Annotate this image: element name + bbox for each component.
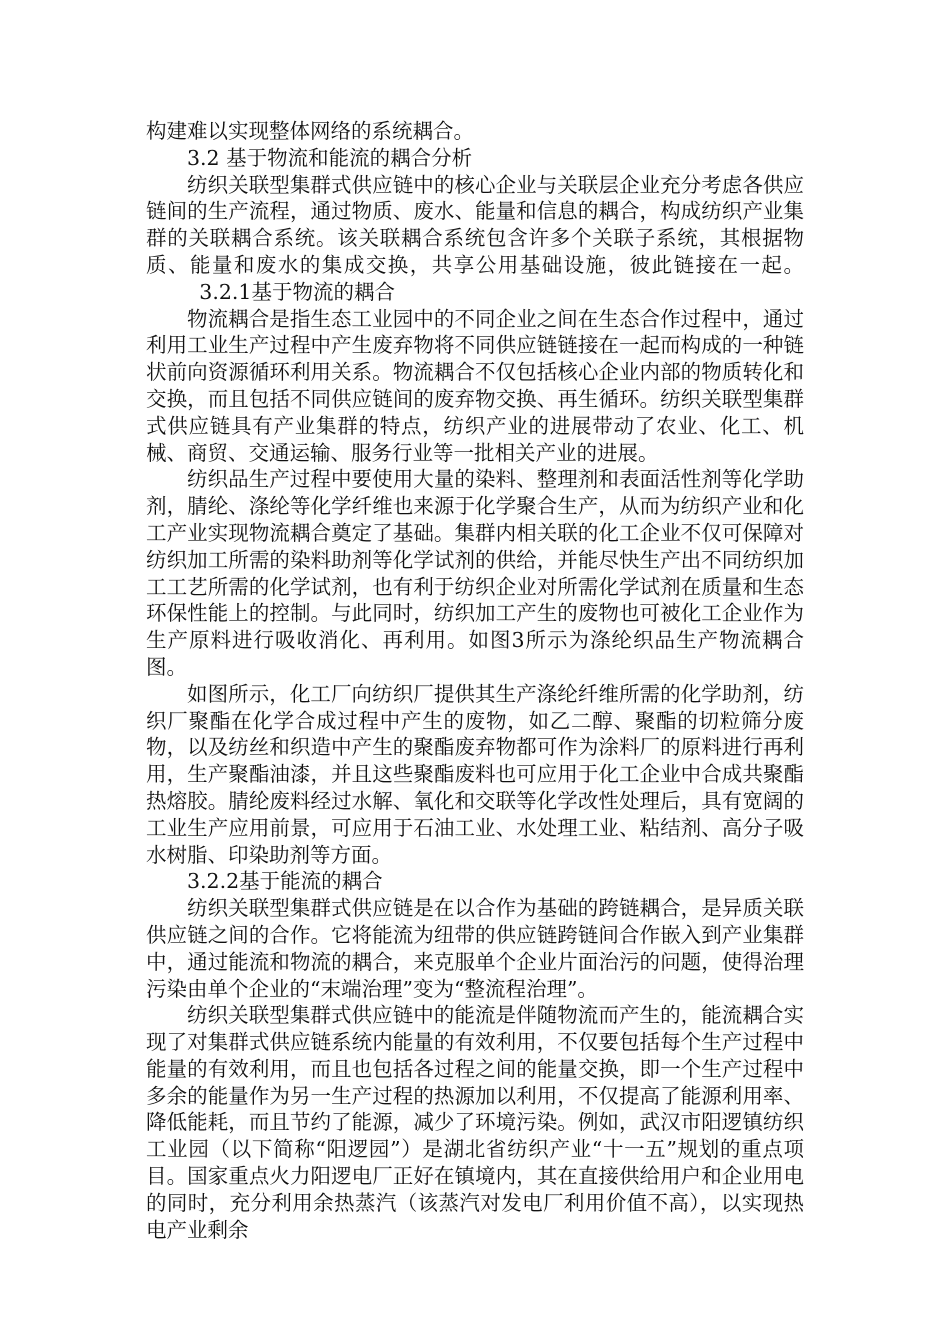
document-body bbox=[146, 118, 804, 1243]
paragraph-energy-flow-cooperation: 纺织关联型集群式供应链是在以合作为基础的跨链耦合，是异质关联供应链之间的合作。它将能流为纽带的供应链跨链间合作嵌入到产业集群中，通过能流和物流的耦合，来克服单个企业片面治污的问题，使得治理污染由单个企业的“末端治理”变为“整流程治理”。 bbox=[146, 896, 804, 1001]
paragraph-coupling-system bbox=[146, 172, 804, 306]
section-heading-3-2-1: 3.2.1基于物流的耦合 bbox=[199, 279, 395, 304]
intro-tail-paragraph: 构建难以实现整体网络的系统耦合。 bbox=[146, 119, 474, 143]
paragraph-material-flow-definition: 物流耦合是指生态工业园中的不同企业之间在生态合作过程中，通过利用工业生产过程中产生废弃物将不同供应链链接在一起而构成的一种链状前向资源循环利用关系。物流耦合不仅包括核心企业内部的物质转化和交换，而且包括不同供应链间的废弃物交换、再生循环。纺织关联型集群式供应链具有产业集群的特点，纺织产业的进展带动了农业、化工、机械、商贸、交通运输、服务行业等一批相关产业的进展。 bbox=[146, 306, 804, 465]
paragraph-coupling-system-text: 纺织关联型集群式供应链中的核心企业与关联层企业充分考虑各供应链间的生产流程，通过物质、废水、能量和信息的耦合，构成纺织产业集群的关联耦合系统。该关联耦合系统包含许多个关联子系统，其根据物质、能量和废水的集成交换，共享公用基础设施，彼此链接在一起。 bbox=[146, 172, 804, 277]
paragraph-energy-flow-coupling: 纺织关联型集群式供应链中的能流是伴随物流而产生的，能流耦合实现了对集群式供应链系统内能量的有效利用，不仅要包括每个生产过程中能量的有效利用，而且也包括各过程之间的能量交换，即一个生产过程中多余的能量作为另一生产过程的热源加以利用，不仅提高了能源利用率、降低能耗，而且节约了能源，减少了环境污染。例如，武汉市阳逻镇纺织工业园（以下简称“阳逻园”）是湖北省纺织产业“十一五”规划的重点项目。国家重点火力阳逻电厂正好在镇境内，其在直接供给用户和企业用电的同时，充分利用余热蒸汽（该蒸汽对发电厂利用价值不高），以实现热电产业剩余 bbox=[146, 1003, 804, 1242]
paragraph-figure-description: 如图所示，化工厂向纺织厂提供其生产涤纶纤维所需的化学助剂，纺织厂聚酯在化学合成过程中产生的废物，如乙二醇、聚酯的切粒筛分废物，以及纺丝和织造中产生的聚酯废弃物都可作为涂料厂的原料进行再利用，生产聚酯油漆，并且这些聚酯废料也可应用于化工企业中合成共聚酯热熔胶。腈纶废料经过水解、氧化和交联等化学改性处理后，具有宽阔的工业生产应用前景，可应用于石油工业、水处理工业、粘结剂、高分子吸水树脂、印染助剂等方面。 bbox=[146, 681, 804, 867]
section-heading-3-2: 3.2 基于物流和能流的耦合分析 bbox=[187, 145, 473, 170]
section-heading-3-2-2: 3.2.2基于能流的耦合 bbox=[187, 869, 383, 894]
paragraph-chemical-reagents: 纺织品生产过程中要使用大量的染料、整理剂和表面活性剂等化学助剂，腈纶、涤纶等化学纤维也来源于化学聚合生产，从而为纺织产业和化工产业实现物流耦合奠定了基础。集群内相关联的化工企业不仅可保障对纺织加工所需的染料助剂等化学试剂的供给，并能尽快生产出不同纺织加工工艺所需的化学试剂，也有利于纺织企业对所需化学试剂在质量和生态环保性能上的控制。与此同时，纺织加工产生的废物也可被化工企业作为生产原料进行吸收消化、再利用。如图3所示为涤纶织品生产物流耦合图。 bbox=[146, 467, 804, 679]
